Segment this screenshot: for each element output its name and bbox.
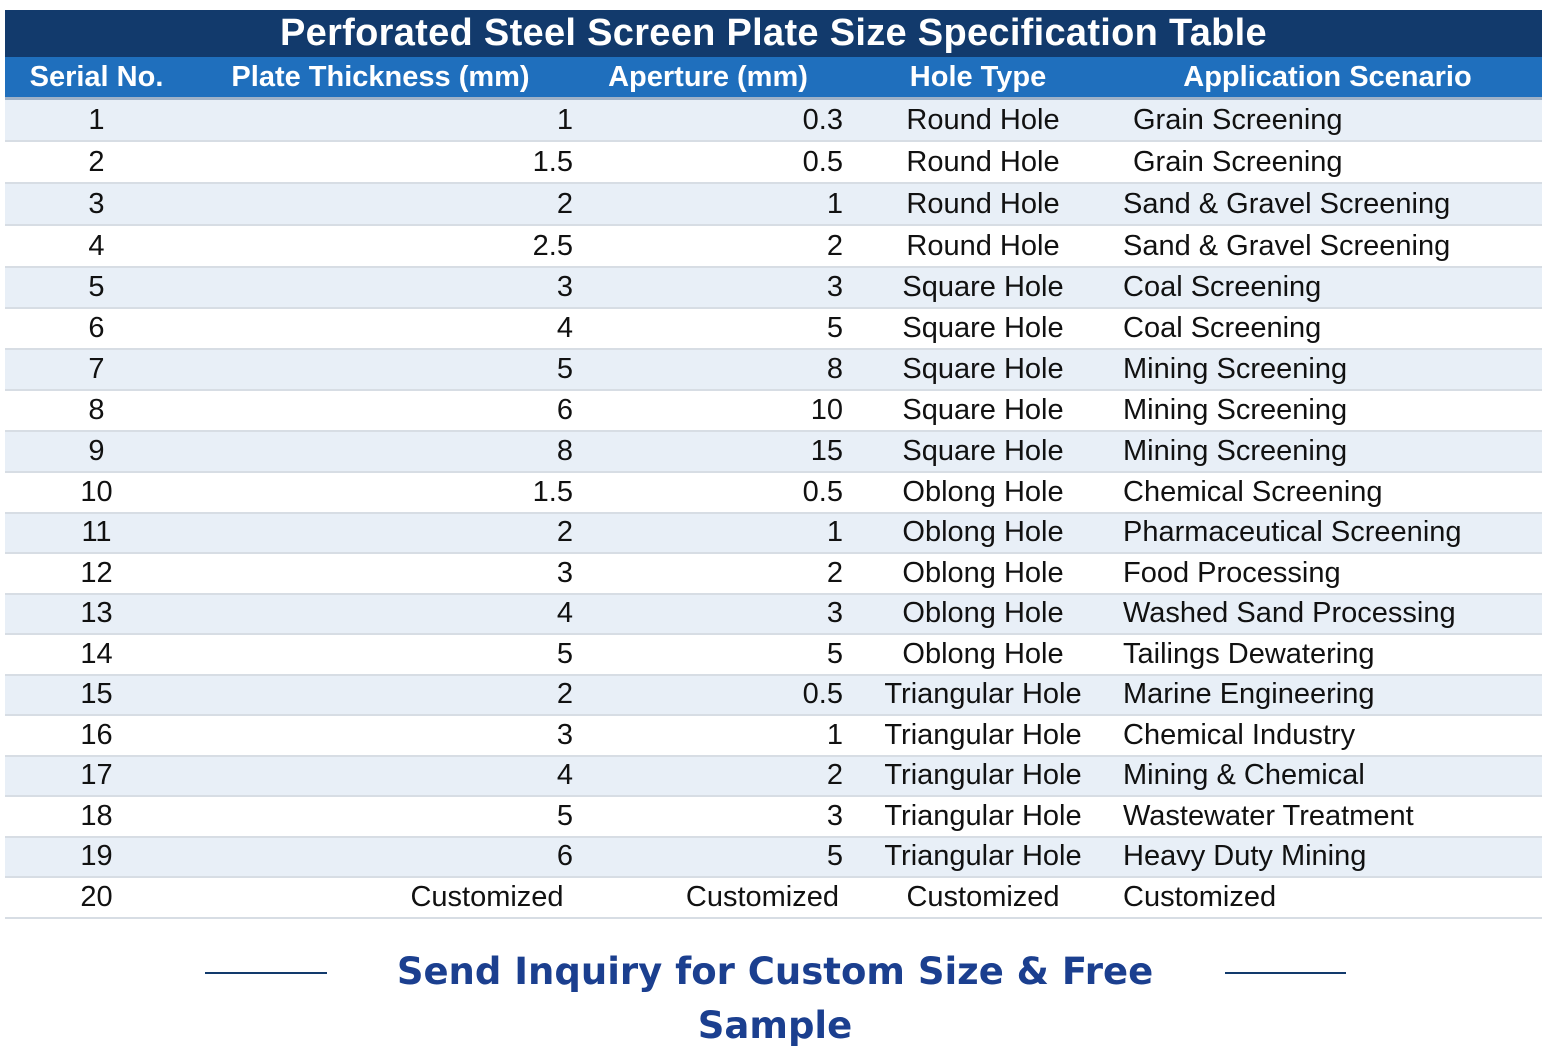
cell-hole-type: Triangular Hole xyxy=(884,718,1082,751)
table-row xyxy=(5,100,1542,142)
cell-hole-type: Square Hole xyxy=(902,435,1064,467)
cell-plate-thickness: 1.5 xyxy=(532,145,573,178)
cell-aperture: 8 xyxy=(826,353,843,385)
cell-aperture: 0.5 xyxy=(802,475,843,508)
cell-aperture: 3 xyxy=(826,799,843,832)
spec-table xyxy=(5,10,1542,919)
cell-plate-thickness: 5 xyxy=(556,799,573,832)
cell-aperture: 0.5 xyxy=(802,145,843,178)
cell-application-scenario: Grain Screening xyxy=(1133,103,1343,136)
cell-hole-type: Round Hole xyxy=(906,229,1060,262)
table-row xyxy=(5,514,1542,555)
cell-hole-type: Oblong Hole xyxy=(902,556,1064,589)
table-row xyxy=(5,268,1542,309)
cell-application-scenario: Coal Screening xyxy=(1123,312,1322,344)
cell-serial-no: 3 xyxy=(88,187,105,220)
footer-rule-left xyxy=(205,972,327,974)
cell-application-scenario: Tailings Dewatering xyxy=(1123,637,1375,670)
cell-application-scenario: Grain Screening xyxy=(1133,145,1343,178)
cell-hole-type: Oblong Hole xyxy=(902,637,1064,670)
cell-application-scenario: Sand & Gravel Screening xyxy=(1123,229,1451,262)
table-row xyxy=(5,838,1542,879)
cell-hole-type: Square Hole xyxy=(902,271,1064,303)
cell-aperture: 1 xyxy=(826,516,843,549)
cell-plate-thickness: 2 xyxy=(556,187,573,220)
cell-aperture: 15 xyxy=(810,435,843,467)
table-row xyxy=(5,878,1542,919)
cell-application-scenario: Mining Screening xyxy=(1123,394,1348,426)
cell-plate-thickness: 4 xyxy=(556,597,573,630)
cell-serial-no: 14 xyxy=(80,637,113,670)
cell-aperture: 0.5 xyxy=(802,678,843,711)
cell-aperture: 2 xyxy=(826,229,843,262)
cell-hole-type: Oblong Hole xyxy=(902,597,1064,630)
table-row xyxy=(5,473,1542,514)
cell-hole-type: Triangular Hole xyxy=(884,678,1082,711)
cell-aperture: 0.3 xyxy=(802,103,843,136)
cell-plate-thickness: 4 xyxy=(556,312,573,344)
cell-application-scenario: Wastewater Treatment xyxy=(1123,799,1414,832)
footer-rule-right xyxy=(1225,972,1346,974)
cell-hole-type: Triangular Hole xyxy=(884,840,1082,873)
table-row xyxy=(5,716,1542,757)
table-title: Perforated Steel Screen Plate Size Specification Table xyxy=(5,10,1542,57)
cell-plate-thickness: 2 xyxy=(556,678,573,711)
table-row xyxy=(5,757,1542,798)
cell-hole-type: Round Hole xyxy=(906,103,1060,136)
cell-aperture: 1 xyxy=(826,187,843,220)
cell-serial-no: 9 xyxy=(88,435,105,467)
header-application-scenario: Application Scenario xyxy=(1183,60,1472,93)
cell-serial-no: 6 xyxy=(88,312,105,344)
cell-serial-no: 5 xyxy=(88,271,105,303)
cell-plate-thickness: 2 xyxy=(556,516,573,549)
cell-aperture: 10 xyxy=(810,394,843,426)
cell-hole-type: Round Hole xyxy=(906,187,1060,220)
cell-serial-no: 7 xyxy=(88,353,105,385)
table-row xyxy=(5,184,1542,226)
cell-application-scenario: Sand & Gravel Screening xyxy=(1123,187,1451,220)
cell-aperture: Customized xyxy=(685,880,839,913)
table-body xyxy=(5,97,1542,919)
cell-application-scenario: Heavy Duty Mining xyxy=(1123,840,1367,873)
inquiry-cta-text[interactable]: Send Inquiry for Custom Size & Free Sample xyxy=(396,950,1154,1047)
cell-plate-thickness: 2.5 xyxy=(532,229,573,262)
cell-plate-thickness: 3 xyxy=(556,718,573,751)
cell-aperture: 5 xyxy=(826,312,843,344)
cell-serial-no: 18 xyxy=(80,799,113,832)
cell-application-scenario: Food Processing xyxy=(1123,556,1341,589)
cell-aperture: 5 xyxy=(826,840,843,873)
cell-serial-no: 2 xyxy=(88,145,105,178)
cell-serial-no: 15 xyxy=(80,678,113,711)
table-row xyxy=(5,309,1542,350)
table-row xyxy=(5,142,1542,184)
cell-hole-type: Triangular Hole xyxy=(884,759,1082,792)
cell-hole-type: Customized xyxy=(906,880,1060,913)
table-row xyxy=(5,554,1542,595)
cell-serial-no: 12 xyxy=(80,556,113,589)
table-row xyxy=(5,226,1542,268)
cell-plate-thickness: 8 xyxy=(556,435,573,467)
cell-hole-type: Oblong Hole xyxy=(902,516,1064,549)
cell-serial-no: 20 xyxy=(80,880,113,913)
cell-serial-no: 19 xyxy=(80,840,113,873)
cell-hole-type: Triangular Hole xyxy=(884,799,1082,832)
header-hole-type: Hole Type xyxy=(909,60,1047,93)
cell-hole-type: Square Hole xyxy=(902,394,1064,426)
cell-aperture: 3 xyxy=(826,271,843,303)
cell-application-scenario: Chemical Industry xyxy=(1123,718,1356,751)
cell-hole-type: Oblong Hole xyxy=(902,475,1064,508)
cell-serial-no: 10 xyxy=(80,475,113,508)
cell-serial-no: 4 xyxy=(88,229,105,262)
cell-application-scenario: Mining Screening xyxy=(1123,435,1348,467)
cell-aperture: 1 xyxy=(826,718,843,751)
cell-plate-thickness: 5 xyxy=(556,353,573,385)
table-row xyxy=(5,797,1542,838)
cell-serial-no: 1 xyxy=(88,103,105,136)
table-row xyxy=(5,350,1542,391)
cell-application-scenario: Chemical Screening xyxy=(1123,475,1383,508)
header-plate-thickness: Plate Thickness (mm) xyxy=(231,60,530,93)
table-row xyxy=(5,432,1542,473)
cell-application-scenario: Marine Engineering xyxy=(1123,678,1375,711)
cell-plate-thickness: 6 xyxy=(556,840,573,873)
cell-application-scenario: Pharmaceutical Screening xyxy=(1123,516,1462,549)
cell-serial-no: 8 xyxy=(88,394,105,426)
cell-application-scenario: Mining Screening xyxy=(1123,353,1348,385)
cell-plate-thickness: 1 xyxy=(556,103,573,136)
cell-aperture: 2 xyxy=(826,759,843,792)
cell-plate-thickness: 1.5 xyxy=(532,475,573,508)
header-serial-no: Serial No. xyxy=(29,60,164,93)
header-aperture: Aperture (mm) xyxy=(608,60,808,93)
cell-aperture: 5 xyxy=(826,637,843,670)
cell-serial-no: 11 xyxy=(81,516,112,549)
cell-application-scenario: Coal Screening xyxy=(1123,271,1322,303)
cell-serial-no: 16 xyxy=(80,718,113,751)
cell-plate-thickness: 4 xyxy=(556,759,573,792)
cell-serial-no: 17 xyxy=(80,759,113,792)
cell-plate-thickness: 6 xyxy=(556,394,573,426)
cell-hole-type: Round Hole xyxy=(906,145,1060,178)
table-row xyxy=(5,595,1542,636)
cell-plate-thickness: 3 xyxy=(556,271,573,303)
cell-plate-thickness: 5 xyxy=(556,637,573,670)
cell-hole-type: Square Hole xyxy=(902,353,1064,385)
cell-application-scenario: Mining & Chemical xyxy=(1123,759,1365,792)
table-row xyxy=(5,391,1542,432)
cell-aperture: 3 xyxy=(826,597,843,630)
cell-application-scenario: Washed Sand Processing xyxy=(1123,597,1456,630)
cell-application-scenario: Customized xyxy=(1123,880,1277,913)
table-header-row xyxy=(5,57,1542,97)
cell-hole-type: Square Hole xyxy=(902,312,1064,344)
table-row xyxy=(5,635,1542,676)
footer-cta xyxy=(0,945,1548,1047)
cell-serial-no: 13 xyxy=(80,597,113,630)
cell-plate-thickness: Customized xyxy=(410,880,564,913)
cell-plate-thickness: 3 xyxy=(556,556,573,589)
table-row xyxy=(5,676,1542,717)
cell-aperture: 2 xyxy=(826,556,843,589)
